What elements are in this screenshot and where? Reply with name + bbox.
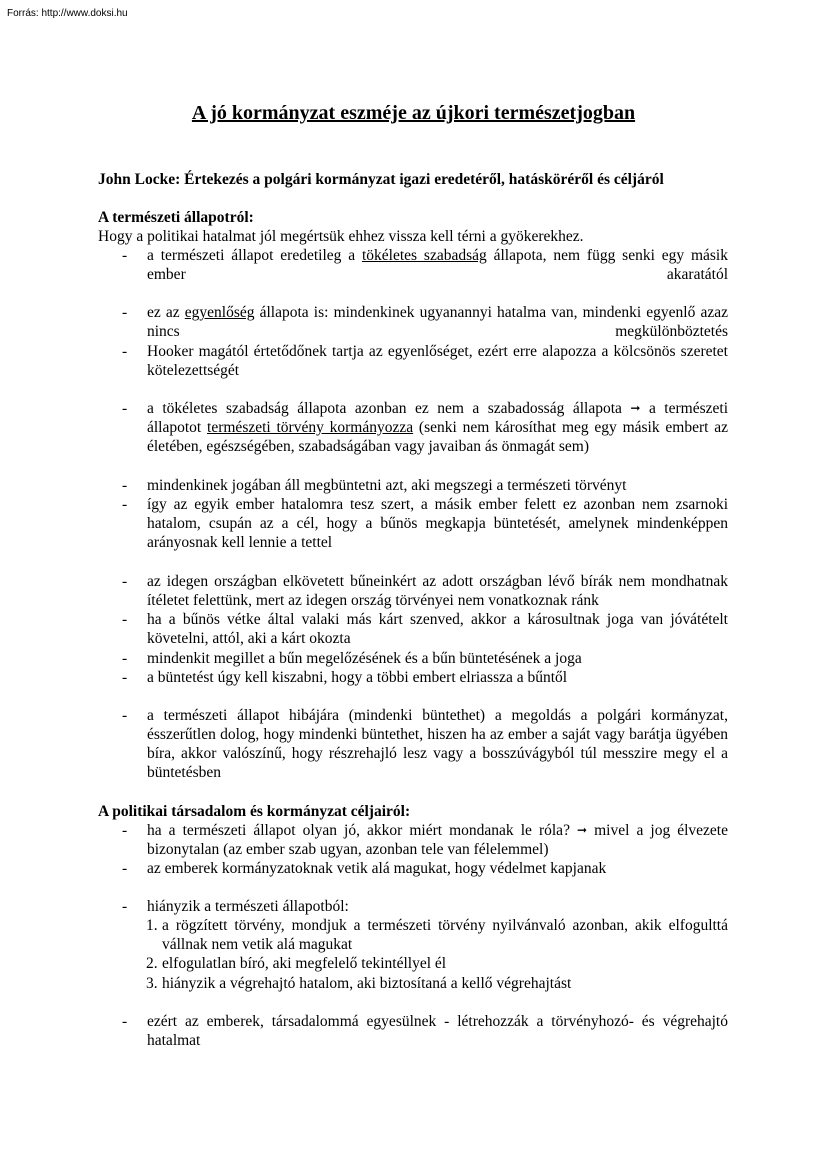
list-item: - az idegen országban elkövetett bűneinkért az adott országban lévő bírák nem mondhatnak ítéletet felettünk, mert az idegen ország törvényei nem vonatkoznak ránk bbox=[122, 573, 728, 609]
section-heading-political-society: A politikai társadalom és kormányzat céljairól: bbox=[98, 803, 411, 820]
list-item: - a tökéletes szabadság állapota azonban ez nem a szabadosság állapota ➞ a természeti állapotot természeti törvény kormányozza (senki nem károsíthat meg egy másik embert az életében, egészségében, szabadságában vagy javaiban ás önmagát sem) bbox=[122, 400, 728, 455]
item-number: 2. bbox=[146, 955, 158, 972]
list-item: - ha a természeti állapot olyan jó, akkor miért mondanak le róla? ➞ mivel a jog élvezete bizonytalan (az ember szab ugyan, azonban tele van félelemmel) bbox=[122, 822, 728, 858]
list-item: - ezért az emberek, társadalommá egyesülnek - létrehozzák a törvényhozó- és végrehajtó hatalmat bbox=[122, 1013, 728, 1049]
bullet-dash: - bbox=[122, 860, 128, 877]
bullet-dash: - bbox=[122, 707, 128, 724]
bullet-dash: - bbox=[122, 669, 128, 686]
list-item: - így az egyik ember hatalomra tesz szert, a másik ember felett ez azonban nem zsarnoki hatalom, csupán az a cél, hogy a bűnös megkapja büntetését, amelynek mindenképpen arányosnak kell lennie a tettel bbox=[122, 496, 728, 551]
bullet-dash: - bbox=[122, 898, 128, 915]
bullet-dash: - bbox=[122, 496, 128, 513]
numbered-item: 3. hiányzik a végrehajtó hatalom, aki biztosítaná a kellő végrehajtást bbox=[146, 975, 572, 992]
source-note: Forrás: http://www.doksi.hu bbox=[7, 8, 128, 19]
bullet-dash: - bbox=[122, 247, 128, 264]
bullet-dash: - bbox=[122, 573, 128, 590]
list-item: - mindenkit megillet a bűn megelőzésének és a bűn büntetésének a joga bbox=[122, 650, 582, 667]
list-item: - az emberek kormányzatoknak vetik alá magukat, hogy védelmet kapjanak bbox=[122, 860, 607, 877]
list-item: - a büntetést úgy kell kiszabni, hogy a többi embert elriassza a bűntől bbox=[122, 669, 568, 686]
right-arrow-icon: ➞ bbox=[577, 823, 588, 837]
document-subtitle: John Locke: Értekezés a polgári kormányzat igazi eredetéről, hatásköréről és céljáról bbox=[98, 171, 664, 188]
item-number: 1. bbox=[146, 917, 158, 934]
bullet-dash: - bbox=[122, 611, 128, 628]
right-arrow-icon: ➞ bbox=[630, 401, 641, 415]
bullet-dash: - bbox=[122, 400, 128, 417]
numbered-item: 2. elfogulatlan bíró, aki megfelelő tekintéllyel él bbox=[146, 955, 447, 972]
list-item: - mindenkinek jogában áll megbüntetni azt, aki megszegi a természeti törvényt bbox=[122, 477, 627, 494]
list-item: - ha a bűnös vétke által valaki más kárt szenved, akkor a károsultnak joga van jóvátételt követelni, attól, aki a kárt okozta bbox=[122, 611, 728, 647]
bullet-dash: - bbox=[122, 343, 128, 360]
bullet-dash: - bbox=[122, 822, 128, 839]
list-item: - hiányzik a természeti állapotból: bbox=[122, 898, 349, 915]
list-item: - ez az egyenlőség állapota is: mindenkinek ugyanannyi hatalma van, mindenki egyenlő azaz nincs megkülönböztetés bbox=[122, 304, 728, 340]
page-title: A jó kormányzat eszméje az újkori természetjogban bbox=[191, 102, 636, 124]
section-intro: Hogy a politikai hatalmat jól megértsük ehhez vissza kell térni a gyökerekhez. bbox=[98, 228, 584, 245]
list-item: - Hooker magától értetődőnek tartja az egyenlőséget, ezért erre alapozza a kölcsönös szeretet kötelezettségét bbox=[122, 343, 728, 379]
bullet-dash: - bbox=[122, 304, 128, 321]
bullet-dash: - bbox=[122, 650, 128, 667]
section-heading-state-of-nature: A természeti állapotról: bbox=[98, 209, 254, 226]
list-item: - a természeti állapot eredetileg a tökéletes szabadság állapota, nem függ senki egy másik ember akaratától bbox=[122, 247, 728, 283]
bullet-dash: - bbox=[122, 477, 128, 494]
bullet-dash: - bbox=[122, 1013, 128, 1030]
list-item: - a természeti állapot hibájára (mindenki büntethet) a megoldás a polgári kormányzat, ésszerűtlen dolog, hogy mindenki büntethet, hiszen ha az ember a saját vagy barátja ügyében bíra, akkor valószínű, hogy részrehajló lesz vagy a bosszúvágyból túl messzire megy el a büntetésben bbox=[122, 707, 728, 781]
item-number: 3. bbox=[146, 975, 158, 992]
numbered-item: 1. a rögzített törvény, mondjuk a természeti törvény nyilvánvaló azonban, akik elfogulttá vállnak nem vetik alá magukat bbox=[146, 917, 728, 953]
